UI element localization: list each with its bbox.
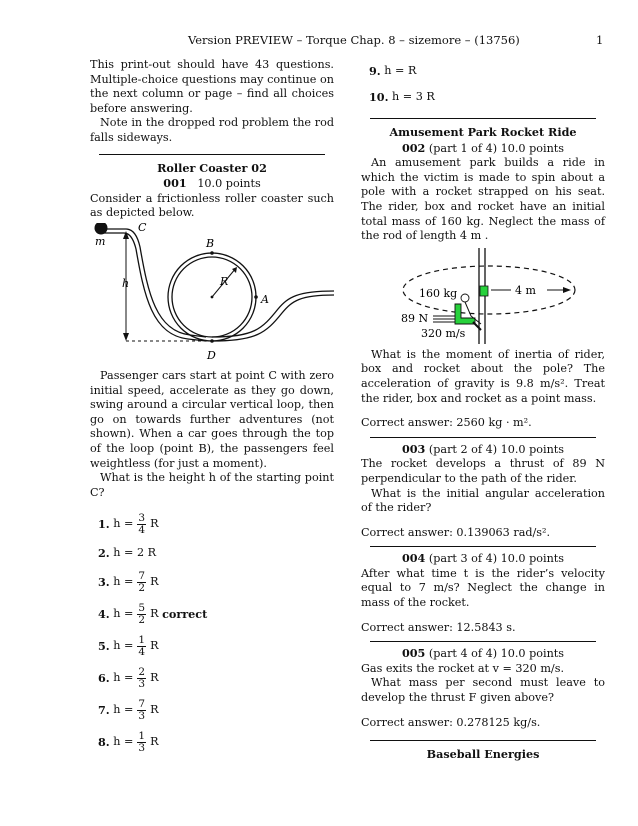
question-header xyxy=(361,442,605,458)
choice-lhs: h = xyxy=(113,574,134,588)
question-number: 003 xyxy=(401,441,426,456)
track-inner xyxy=(104,233,206,341)
header-title: Version PREVIEW – Torque Chap. 8 – sizemore – (13756) xyxy=(188,33,520,47)
choice-number: 10. xyxy=(369,89,389,104)
question-intro: After what time t is the rider’s velocity equal to 7 m/s? Neglect the change in mass of the rocket. xyxy=(361,566,605,610)
correct-answer: Correct answer: 2560 kg · m². xyxy=(361,416,532,430)
fraction-numerator: 5 xyxy=(138,601,146,614)
roller-coaster-figure xyxy=(86,223,334,363)
intro-paragraph: This print-out should have 43 questions. Multiple-choice questions may continue on the next column or page – find all choices before answering. xyxy=(90,58,334,115)
choice-text: h = 3 R xyxy=(392,89,435,103)
choice-fraction xyxy=(137,603,146,626)
question-header xyxy=(361,646,605,662)
choice-number: 3. xyxy=(98,574,110,589)
question-intro: The rocket develops a thrust of 89 N perpendicular to the path of the rider. xyxy=(361,457,605,485)
choice-item[interactable] xyxy=(90,694,334,726)
track-exit-outer xyxy=(212,292,334,341)
choice-item[interactable] xyxy=(90,630,334,662)
question-text: What is the initial angular acceleration of the rider? xyxy=(361,486,605,515)
choice-fraction xyxy=(137,635,146,658)
choice-lhs: h = xyxy=(113,670,134,684)
label-mass: 160 kg xyxy=(419,286,458,300)
choice-lhs: h = xyxy=(113,516,134,530)
track-exit-inner xyxy=(212,291,334,337)
part-divider xyxy=(370,437,596,438)
choice-text: h = 2 R xyxy=(113,545,157,559)
question-text: What is the moment of inertia of rider, box and rocket about the pole? The acceleration of gravity is 9.8 m/s². Treat the rider, box and rocket as a point mass. xyxy=(361,347,605,405)
choice-item[interactable] xyxy=(361,84,605,110)
section-divider xyxy=(99,154,325,155)
section-title: Amusement Park Rocket Ride xyxy=(389,125,577,139)
label-C: C xyxy=(138,222,147,234)
fraction-denominator: 3 xyxy=(138,741,146,754)
label-R: R xyxy=(220,274,229,288)
choice-unit: R xyxy=(150,574,159,588)
fraction-numerator: 1 xyxy=(138,633,146,646)
intro-note: Note in the dropped rod problem the rod falls sideways. xyxy=(90,116,334,144)
part-divider xyxy=(370,546,596,547)
choice-number: 4. xyxy=(98,606,110,621)
left-column xyxy=(90,58,334,758)
label-D: D xyxy=(207,348,216,362)
question-intro: Gas exits the rocket at v = 320 m/s. xyxy=(361,661,564,675)
track-outer xyxy=(104,229,206,337)
choice-item[interactable] xyxy=(90,726,334,758)
choice-unit: R xyxy=(150,734,159,748)
choices-list xyxy=(90,508,334,758)
choice-unit: R xyxy=(150,702,159,716)
fraction-denominator: 4 xyxy=(138,523,146,536)
question-text: What is the height h of the starting point C? xyxy=(90,471,334,499)
question-part: (part 1 of 4) 10.0 points xyxy=(428,141,565,155)
choice-number: 9. xyxy=(369,63,381,78)
question-intro: Consider a frictionless roller coaster such as depicted below. xyxy=(90,191,334,220)
question-number: 004 xyxy=(401,551,426,566)
question-points: 10.0 points xyxy=(197,177,261,191)
choice-unit: R xyxy=(150,638,159,652)
question-number: 002 xyxy=(401,140,426,155)
label-speed: 320 m/s xyxy=(421,326,466,340)
choice-unit: R xyxy=(150,516,159,530)
correct-mark: correct xyxy=(162,606,208,621)
choice-item[interactable] xyxy=(90,598,334,630)
label-h: h xyxy=(122,276,130,290)
part-divider xyxy=(370,641,596,642)
correct-answer: Correct answer: 0.139063 rad/s². xyxy=(361,525,551,539)
choice-number: 5. xyxy=(98,638,110,653)
choice-item[interactable] xyxy=(90,566,334,598)
choice-lhs: h = xyxy=(113,606,134,620)
label-4m: 4 m xyxy=(515,283,536,297)
rocket-ride-figure xyxy=(361,248,605,344)
question-header xyxy=(361,551,605,567)
choice-number: 6. xyxy=(98,670,110,685)
question-number: 001 xyxy=(163,176,187,191)
label-B: B xyxy=(206,236,215,250)
fraction-denominator: 3 xyxy=(138,677,146,690)
choice-item[interactable] xyxy=(361,58,605,84)
fraction-denominator: 3 xyxy=(138,709,146,722)
question-text: What mass per second must leave to develop the thrust F given above? xyxy=(361,676,605,705)
fraction-denominator: 2 xyxy=(138,581,146,594)
right-column xyxy=(361,58,605,763)
fraction-numerator: 2 xyxy=(138,665,146,678)
fraction-numerator: 7 xyxy=(138,569,146,582)
choice-number: 8. xyxy=(98,734,110,749)
question-part: (part 3 of 4) 10.0 points xyxy=(428,552,565,566)
label-A: A xyxy=(261,292,269,306)
choice-lhs: h = xyxy=(113,638,134,652)
section-title: Roller Coaster 02 xyxy=(157,160,267,175)
question-intro: An amusement park builds a ride in which the victim is made to spin about a pole with a rocket strapped on his seat. The rider, box and rocket have an initial total mass of 160 kg. Neglect the mass of the rod of length 4 m . xyxy=(361,156,605,243)
question-number: 005 xyxy=(401,646,426,661)
section-divider xyxy=(370,740,596,741)
correct-answer: Correct answer: 12.5843 s. xyxy=(361,620,516,634)
question-body: Passenger cars start at point C with zero initial speed, accelerate as they go down, swing around a circular vertical loop, then go on towards further adventures (not shown). When a car goes through the top of the loop (point B), the passengers feel weightless (for just a moment). xyxy=(90,368,334,470)
choice-fraction xyxy=(137,731,146,754)
question-header xyxy=(90,176,334,192)
choice-item[interactable] xyxy=(90,508,334,540)
choice-unit: R xyxy=(150,670,159,684)
choice-number: 7. xyxy=(98,702,110,717)
choice-lhs: h = xyxy=(113,734,134,748)
page-header xyxy=(0,33,638,49)
choice-fraction xyxy=(137,513,146,536)
fraction-denominator: 2 xyxy=(138,613,146,626)
choice-number: 1. xyxy=(98,516,110,531)
fraction-denominator: 4 xyxy=(138,645,146,658)
choice-unit: R xyxy=(150,606,159,620)
label-force: 89 N xyxy=(401,311,429,325)
page-number: 1 xyxy=(596,33,604,47)
section-divider xyxy=(370,118,596,119)
choice-lhs: h = xyxy=(113,702,134,716)
label-m: m xyxy=(95,234,106,248)
choice-fraction xyxy=(137,699,146,722)
choice-fraction xyxy=(137,667,146,690)
fraction-numerator: 1 xyxy=(138,729,146,742)
question-part: (part 4 of 4) 10.0 points xyxy=(428,647,565,661)
choice-item[interactable] xyxy=(90,540,334,566)
choices-continued xyxy=(361,58,605,110)
fraction-numerator: 3 xyxy=(138,511,146,524)
section-title: Baseball Energies xyxy=(426,747,540,762)
choice-item[interactable] xyxy=(90,662,334,694)
fraction-numerator: 7 xyxy=(138,697,146,710)
choice-text: h = R xyxy=(384,63,417,77)
correct-answer: Correct answer: 0.278125 kg/s. xyxy=(361,715,541,729)
choice-number: 2. xyxy=(98,545,110,560)
question-header xyxy=(361,141,605,157)
question-part: (part 2 of 4) 10.0 points xyxy=(428,442,565,456)
choice-fraction xyxy=(137,571,146,594)
